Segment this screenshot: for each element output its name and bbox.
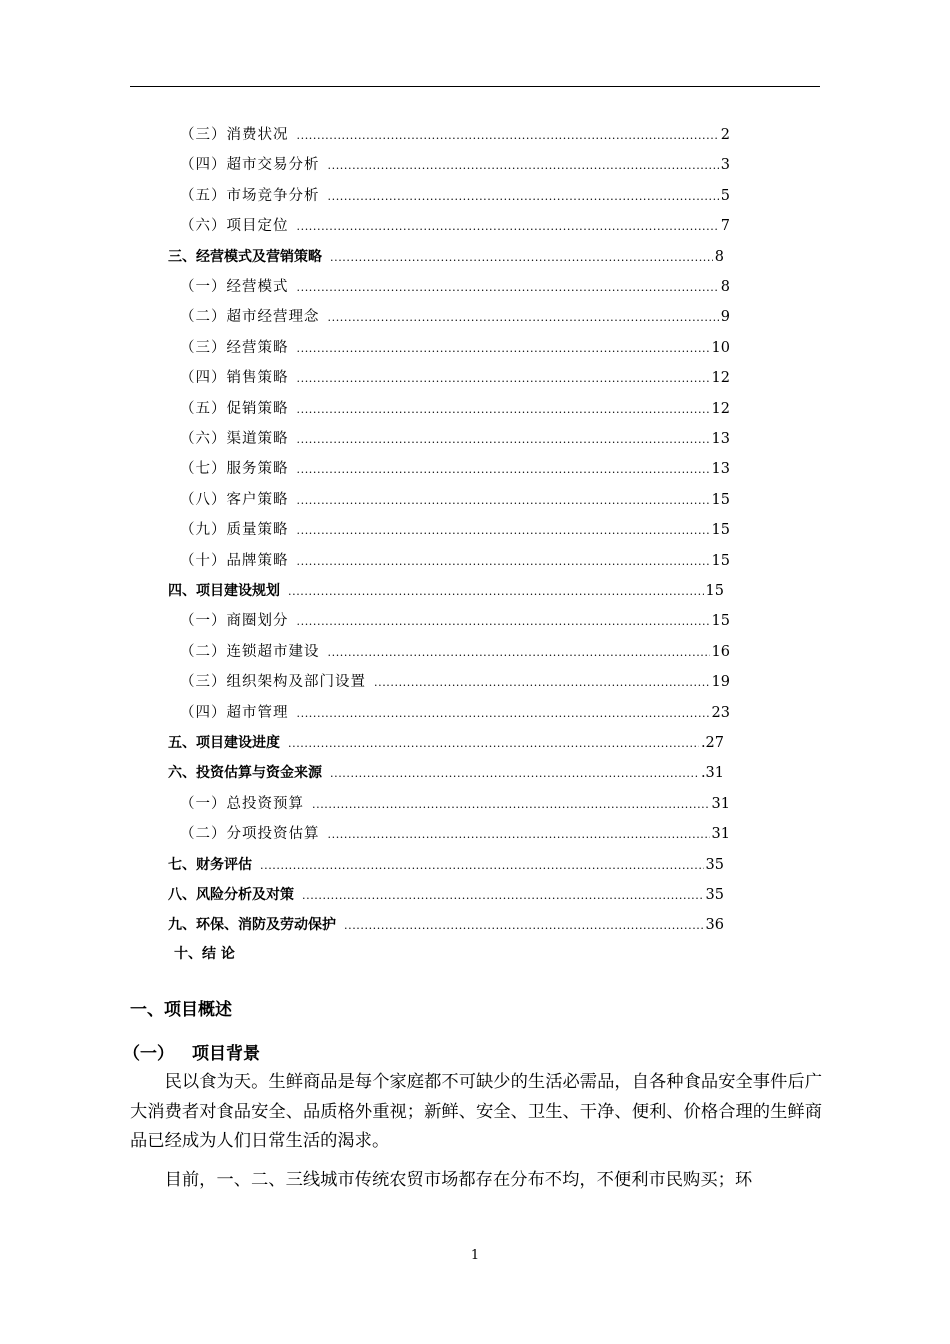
- toc-item-page: 35: [705, 856, 724, 873]
- toc-item-page: 23: [711, 704, 730, 721]
- toc-leader-dots: [297, 125, 719, 147]
- toc-item[interactable]: [180, 702, 730, 724]
- toc-leader-dots: [297, 216, 719, 238]
- toc-leader-dots: [297, 399, 710, 421]
- toc-item-page: 36: [705, 917, 724, 934]
- toc-item[interactable]: [180, 793, 730, 815]
- toc-item-page: .27: [700, 735, 724, 751]
- toc-leader-dots: [297, 703, 710, 725]
- toc-leader-dots: [297, 277, 719, 299]
- toc-item-page: 31: [711, 795, 730, 812]
- toc-item-page: 2: [720, 127, 730, 143]
- toc-item-page: 3: [720, 157, 730, 174]
- toc-item[interactable]: [180, 367, 730, 389]
- toc-item[interactable]: [180, 185, 730, 207]
- toc-item-page: 12: [711, 400, 730, 417]
- toc-item-label: （四）超市交易分析: [180, 157, 320, 174]
- toc-leader-dots: [374, 672, 710, 694]
- toc-item[interactable]: [180, 398, 730, 420]
- subsection-title: 项目背景: [192, 1044, 260, 1064]
- toc-item[interactable]: [180, 154, 730, 176]
- toc-leader-dots: [288, 733, 699, 755]
- toc-item-label: 七、财务评估: [168, 856, 252, 873]
- toc-leader-dots: [302, 885, 704, 907]
- toc-item[interactable]: [180, 519, 730, 541]
- toc-leader-dots: [330, 247, 713, 269]
- toc-item-label: （一）商圈划分: [180, 613, 289, 630]
- toc-leader-dots: [297, 490, 710, 512]
- toc-item[interactable]: [168, 732, 724, 754]
- toc-item-label: （三）组织架构及部门设置: [180, 674, 366, 691]
- toc-item[interactable]: [180, 276, 730, 298]
- toc-item-page: 7: [720, 218, 730, 235]
- toc-item-label: （四）销售策略: [180, 370, 289, 387]
- toc-item[interactable]: [168, 884, 724, 906]
- toc-item-conclusion[interactable]: 十、结 论: [174, 946, 235, 962]
- toc-item-page: 12: [711, 370, 730, 387]
- toc-item-label: （五）促销策略: [180, 400, 289, 417]
- toc-leader-dots: [297, 368, 710, 390]
- toc-item[interactable]: [180, 641, 730, 663]
- toc-item-label: （九）质量策略: [180, 522, 289, 539]
- toc-item-page: 10: [711, 339, 730, 356]
- toc-item-label: （一）经营模式: [180, 279, 289, 295]
- toc-item-page: 8: [714, 248, 724, 265]
- toc-item[interactable]: [180, 428, 730, 450]
- toc-item[interactable]: [180, 124, 730, 146]
- toc-item[interactable]: [168, 854, 724, 876]
- toc-item[interactable]: [180, 215, 730, 237]
- toc-item-label: （五）市场竞争分析: [180, 187, 320, 204]
- body-paragraph-1: 民以食为天。生鲜商品是每个家庭都不可缺少的生活必需品，自各种食品安全事件后广大消费者对食品安全、品质格外重视；新鲜、安全、卫生、干净、便利、价格合理的生鲜商品已经成为人们日常生活的渴求。: [130, 1072, 822, 1152]
- toc-item-label: （二）连锁超市建设: [180, 643, 320, 660]
- toc-item-label: （一）总投资预算: [180, 795, 304, 812]
- section-heading: 一、项目概述: [130, 1000, 232, 1020]
- toc-item-page: 15: [705, 583, 724, 599]
- toc-item[interactable]: [168, 914, 724, 936]
- toc-leader-dots: [328, 155, 719, 177]
- toc-item-page: 9: [720, 309, 730, 326]
- toc-item[interactable]: [180, 489, 730, 511]
- toc-leader-dots: [297, 429, 710, 451]
- toc-item-page: 16: [711, 643, 730, 660]
- toc-item[interactable]: [168, 246, 724, 268]
- toc-item-label: （六）渠道策略: [180, 431, 289, 447]
- toc-item-page: 15: [711, 522, 730, 539]
- toc-item-label: （四）超市管理: [180, 704, 289, 721]
- toc-item-label: （三）经营策略: [180, 339, 289, 356]
- toc-leader-dots: [328, 642, 710, 664]
- body-paragraph-2: 目前，一、二、三线城市传统农贸市场都存在分布不均，不便利市民购买；环: [164, 1170, 753, 1190]
- toc-item[interactable]: [180, 610, 730, 632]
- toc-item[interactable]: [168, 762, 724, 784]
- toc-item-label: （六）项目定位: [180, 218, 289, 235]
- toc-item[interactable]: [180, 823, 730, 845]
- toc-item-label: （八）客户策略: [180, 491, 289, 508]
- toc-item-label: 三、经营模式及营销策略: [168, 248, 322, 265]
- toc-leader-dots: [260, 855, 704, 877]
- toc-leader-dots: [297, 520, 710, 542]
- toc-item-page: 19: [711, 674, 730, 691]
- toc-item[interactable]: [180, 458, 730, 480]
- toc-leader-dots: [328, 186, 719, 208]
- toc-item-label: （二）超市经营理念: [180, 309, 320, 326]
- toc-item-label: （七）服务策略: [180, 461, 289, 478]
- toc-item-label: 九、环保、消防及劳动保护: [168, 917, 336, 934]
- page-number: 1: [470, 1248, 480, 1263]
- toc-item-page: .31: [700, 765, 724, 782]
- subsection-number: （一）: [123, 1044, 174, 1064]
- subsection-heading: [123, 1039, 260, 1064]
- toc-item-label: 八、风险分析及对策: [168, 887, 294, 903]
- toc-item[interactable]: [180, 550, 730, 572]
- toc-leader-dots: [297, 338, 710, 360]
- toc-item-page: 15: [711, 613, 730, 630]
- toc-item-page: 8: [720, 279, 730, 295]
- toc-item-label: （二）分项投资估算: [180, 826, 320, 843]
- toc-item-page: 13: [711, 461, 730, 478]
- toc-leader-dots: [312, 794, 710, 816]
- toc-item-page: 15: [711, 552, 730, 569]
- toc-leader-dots: [330, 763, 699, 785]
- toc-item-page: 5: [720, 187, 730, 204]
- toc-item[interactable]: [168, 580, 724, 602]
- toc-leader-dots: [328, 307, 719, 329]
- header-rule: [130, 86, 820, 87]
- toc-leader-dots: [328, 824, 710, 846]
- toc-item-page: 13: [711, 431, 730, 447]
- toc-item[interactable]: [180, 671, 730, 693]
- toc-leader-dots: [297, 551, 710, 573]
- toc-item[interactable]: [180, 337, 730, 359]
- toc-leader-dots: [297, 459, 710, 481]
- toc-item-label: （十）品牌策略: [180, 552, 289, 569]
- toc-item-page: 35: [705, 887, 724, 903]
- toc-item-label: （三）消费状况: [180, 127, 289, 143]
- toc-item-label: 五、项目建设进度: [168, 735, 280, 751]
- toc-leader-dots: [288, 581, 704, 603]
- toc-item-label: 四、项目建设规划: [168, 583, 280, 599]
- toc-item-label: 六、投资估算与资金来源: [168, 765, 322, 782]
- toc-leader-dots: [297, 611, 710, 633]
- toc-leader-dots: [344, 915, 704, 937]
- toc-item[interactable]: [180, 306, 730, 328]
- toc-item-page: 15: [711, 491, 730, 508]
- toc-item-page: 31: [711, 826, 730, 843]
